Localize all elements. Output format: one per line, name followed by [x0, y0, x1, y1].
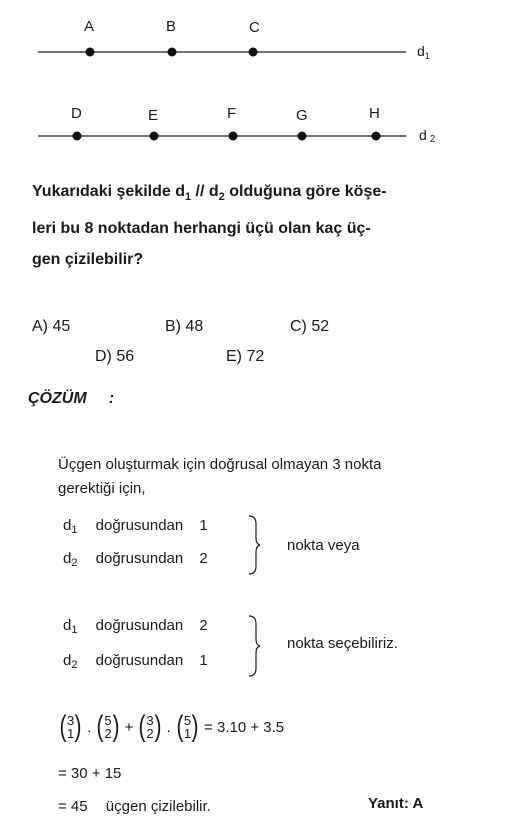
- point-g: [298, 132, 307, 141]
- case2-label: nokta seçebiliriz.: [287, 635, 398, 652]
- step-2: = 30 + 15: [58, 765, 122, 782]
- case2-row2: $d_2$ doğrusundan 1: [63, 652, 208, 671]
- label-d2: d 2: [419, 127, 436, 145]
- point-c: [249, 48, 258, 57]
- binom-5-1: ( 5 1 ): [176, 710, 199, 743]
- point-e: [150, 132, 159, 141]
- point-h: [372, 132, 381, 141]
- point-f: [229, 132, 238, 141]
- case1-label: nokta veya: [287, 537, 360, 554]
- label-c: C: [249, 19, 260, 36]
- binom-3-2: ( 3 2 ): [138, 710, 162, 743]
- combination-formula: ( 3 1 ) . ( 5 2 ) + ( 3 2 ) . ( 5 1 ) = 3.10 + 3.5: [59, 710, 285, 743]
- answer-label: Yanıt: A: [368, 795, 424, 812]
- label-h: H: [369, 105, 380, 122]
- case1-row1: $d_1$ doğrusundan 1: [63, 517, 208, 536]
- label-e: E: [148, 107, 159, 124]
- label-d1: $d_1$: [417, 43, 430, 61]
- label-d: D: [71, 105, 82, 122]
- label-g: G: [296, 107, 308, 124]
- label-b: B: [166, 18, 177, 35]
- solution-intro-line-2: gerektiği için,: [58, 480, 146, 497]
- question-line-2: leri bu 8 noktadan herhangi üçü olan kaç üç-: [32, 220, 371, 238]
- solution-heading: ÇÖZÜM :: [28, 390, 115, 407]
- question-line-1: Yukarıdaki şekilde $d_1 // d_2$ olduğuna göre köşe-: [32, 183, 387, 204]
- case1-brace: [246, 514, 262, 576]
- point-a: [86, 48, 95, 57]
- option-d[interactable]: D) 56: [95, 348, 135, 365]
- option-e[interactable]: E) 72: [226, 348, 265, 365]
- case2-row1: $d_1$ doğrusundan 2: [63, 617, 208, 636]
- option-b[interactable]: B) 48: [165, 318, 204, 335]
- point-b: [168, 48, 177, 57]
- binom-3-1: ( 3 1 ): [59, 710, 82, 743]
- case2-brace: [246, 614, 262, 678]
- question-line-3: gen çizilebilir?: [32, 251, 144, 269]
- option-a[interactable]: A) 45: [32, 318, 71, 335]
- binom-5-2: ( 5 2 ): [96, 710, 120, 743]
- point-d: [73, 132, 82, 141]
- case1-row2: $d_2$ doğrusundan 2: [63, 550, 208, 569]
- question-text: [32, 176, 492, 275]
- label-a: A: [84, 18, 95, 35]
- step-3: = 45 üçgen çizilebilir.: [58, 798, 211, 815]
- option-c[interactable]: C) 52: [290, 318, 330, 335]
- parallel-lines-figure: [0, 0, 507, 160]
- label-f: F: [227, 105, 237, 122]
- solution-intro-line-1: Üçgen oluşturmak için doğrusal olmayan 3 nokta: [58, 456, 382, 473]
